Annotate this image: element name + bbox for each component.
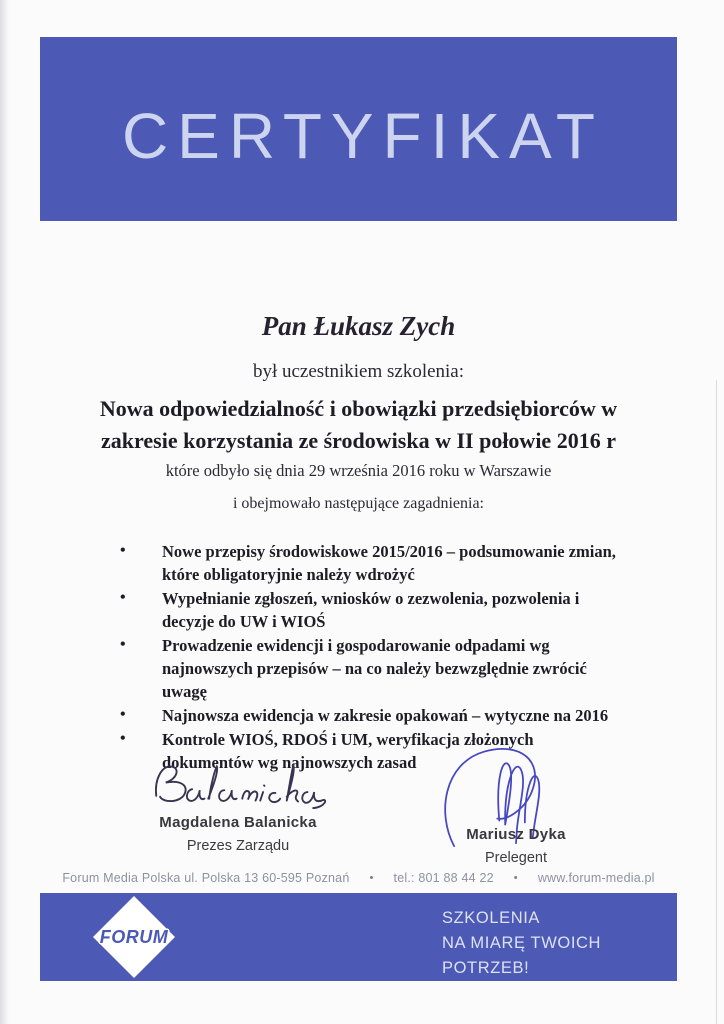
course-title	[40, 393, 677, 457]
topics-intro-line: i obejmowało następujące zagadnienia:	[232, 495, 484, 512]
topic-item: • Nowe przepisy środowiskowe 2015/2016 – podsumowanie zmian, które obligatoryjnie należy wdrożyć	[116, 540, 621, 586]
topics-list	[116, 540, 621, 775]
participation-line: był uczestnikiem szkolenia:	[252, 361, 465, 382]
topic-item: • Wypełnianie zgłoszeń, wniosków o zezwolenia, pozwolenia i decyzje do UW i WIOŚ	[116, 587, 621, 633]
slogan-line-1: SZKOLENIA	[442, 909, 541, 927]
forum-logo-text: FORUM	[99, 926, 169, 947]
signature-role-right: Prelegent	[484, 850, 548, 866]
contact-line	[40, 871, 677, 885]
footer-band	[40, 893, 677, 981]
topic-item: • Prowadzenie ewidencji i gospodarowanie odpadami wg najnowszych przepisów – na co należy bezwzględnie zwrócić uwagę	[116, 634, 621, 703]
certificate-heading: CERTYFIKAT	[122, 100, 604, 172]
slogan-line-2: NA MIARĘ TWOICH	[442, 934, 602, 952]
event-date-line: które odbyło się dnia 29 września 2016 roku w Warszawie	[165, 461, 552, 480]
signature-block-right	[406, 742, 626, 866]
topic-item: • Najnowsza ewidencja w zakresie opakowań – wytyczne na 2016	[116, 704, 621, 727]
course-title-line-2: zakresie korzystania ze środowiska w II połowie 2016 r	[101, 428, 616, 453]
company-website: www.forum-media.pl	[537, 871, 655, 885]
slogan-line-3: POTRZEB!	[442, 959, 530, 977]
topic-item: • Kontrole WIOŚ, RDOŚ i UM, weryfikacja złożonych dokumentów wg najnowszych zasad	[116, 728, 621, 774]
forum-logo	[74, 893, 194, 981]
recipient-name: Pan Łukasz Zych	[261, 311, 456, 341]
balanicka-handwritten-signature	[146, 758, 331, 810]
bullet-separator-icon: •	[513, 872, 518, 884]
company-phone: tel.: 801 88 44 22	[393, 871, 494, 885]
footer-slogan	[442, 906, 601, 981]
course-title-line-1: Nowa odpowiedzialność i obowiązki przedsiębiorców w	[99, 396, 618, 421]
signature-name-left: Magdalena Balanicka	[159, 814, 317, 831]
company-address: Forum Media Polska ul. Polska 13 60-595 Poznań	[62, 871, 350, 885]
signature-block-left	[118, 758, 358, 854]
header-band	[40, 37, 677, 221]
signature-role-left: Prezes Zarządu	[186, 838, 290, 854]
signature-name-right: Mariusz Dyka	[466, 826, 566, 843]
bullet-separator-icon: •	[369, 872, 374, 884]
